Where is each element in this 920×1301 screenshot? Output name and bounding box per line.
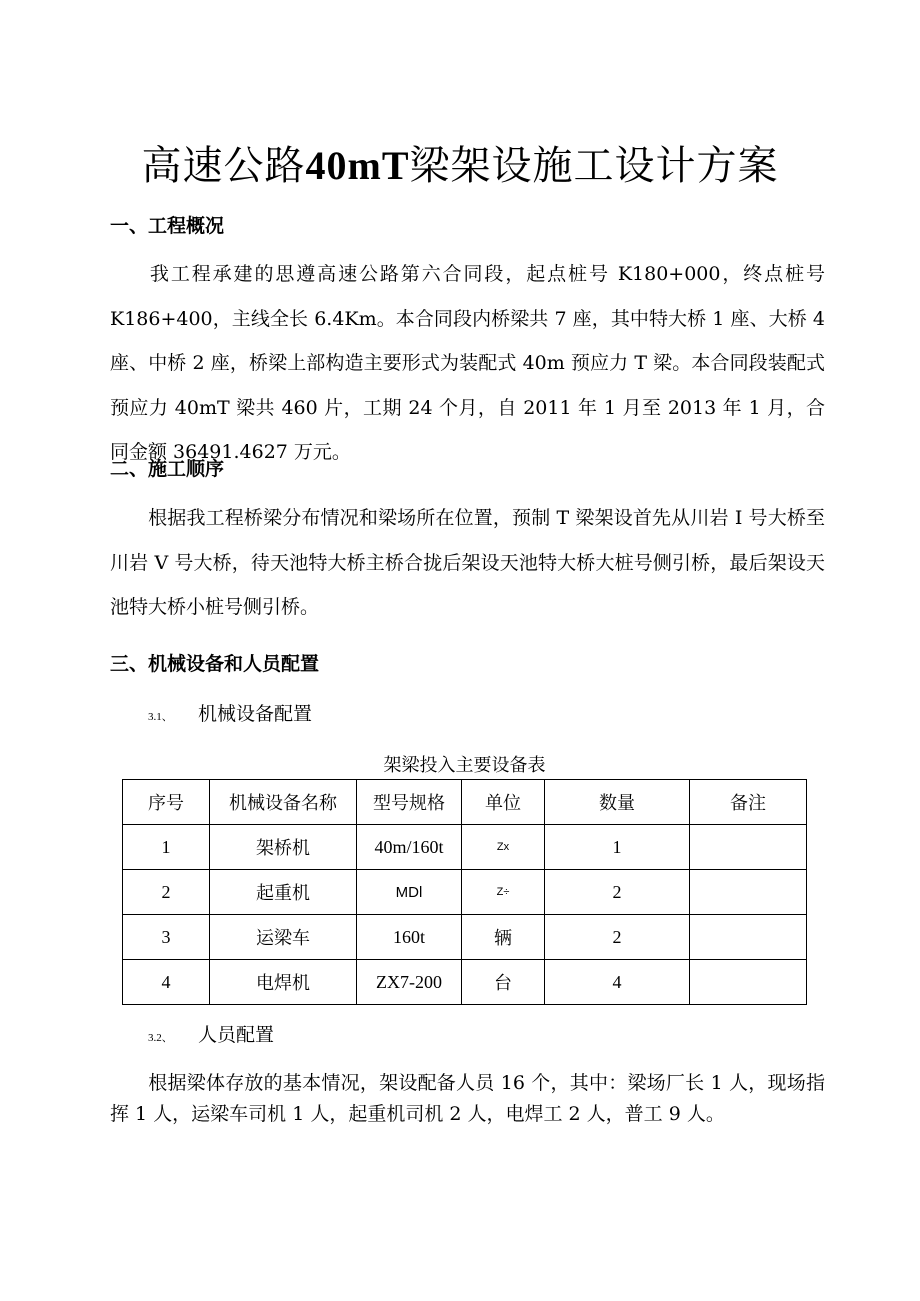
- subsection-3-2-title: 人员配置: [198, 1024, 275, 1046]
- section2-paragraph: [110, 496, 825, 630]
- table-cell: 4: [123, 960, 210, 1005]
- table-row: [123, 825, 807, 870]
- table-row: [123, 960, 807, 1005]
- section3-heading: 三、机械设备和人员配置: [110, 653, 320, 675]
- table-cell: 电焊机: [210, 960, 357, 1005]
- table-cell: 160t: [357, 915, 462, 960]
- table-cell: 3: [123, 915, 210, 960]
- table-cell: [690, 960, 807, 1005]
- document-title: [0, 138, 920, 194]
- table-row: [123, 915, 807, 960]
- header-cell: 数量: [545, 780, 690, 825]
- section1-heading: 一、工程概况: [110, 215, 225, 237]
- section3-text: 根据梁体存放的基本情况，架设配备人员 16 个，其中：梁场厂长 1 人，现场指挥 1 人，运梁车司机 1 人，起重机司机 2 人，电焊工 2 人，普工 9 人。: [110, 1072, 825, 1125]
- section1-text: 我工程承建的思遵高速公路第六合同段，起点桩号 K180+000，终点桩号 K186+400，主线全长 6.4Km。本合同段内桥梁共 7 座，其中特大桥 1 座、大桥 4 座、中桥 2 座，桥梁上部构造主要形式为装配式 40m 预应力 T 梁。本合同段装配式预应力 40mT 梁共 460 片，工期 24 个月，自 2011 年 1 月至 2013 年 1 月，合同金额 36491.4627 万元。: [110, 263, 825, 463]
- table-cell: 台: [462, 960, 545, 1005]
- table-header-row: [123, 780, 807, 825]
- table-cell: 1: [123, 825, 210, 870]
- table-cell: [690, 915, 807, 960]
- title-number: 40mT: [305, 143, 410, 188]
- header-cell: 机械设备名称: [210, 780, 357, 825]
- subsection-3-1-title: 机械设备配置: [198, 703, 313, 725]
- subsection-3-1-number: 3.1、: [148, 711, 173, 723]
- title-prefix: 高速公路: [141, 143, 306, 189]
- table-cell: [690, 870, 807, 915]
- header-cell: 型号规格: [357, 780, 462, 825]
- table-cell: 架桥机: [210, 825, 357, 870]
- subsection-3-2-number: 3.2、: [148, 1032, 173, 1044]
- table-cell: 1: [545, 825, 690, 870]
- table-cell: 2: [545, 915, 690, 960]
- equipment-table: [122, 779, 807, 1005]
- table-cell: Zx: [462, 825, 545, 870]
- section2-heading: 二、施工顺序: [110, 458, 225, 480]
- table-cell: 2: [545, 870, 690, 915]
- section2-text: 根据我工程桥梁分布情况和梁场所在位置，预制 T 梁架设首先从川岩 I 号大桥至川岩 V 号大桥，待天池特大桥主桥合拢后架设天池特大桥大桩号侧引桥，最后架设天池特大桥小桩号侧引桥。: [110, 507, 825, 618]
- section1-paragraph: [110, 252, 825, 475]
- table-row: [123, 870, 807, 915]
- table-cell: MDl: [357, 870, 462, 915]
- header-cell: 备注: [690, 780, 807, 825]
- header-cell: 单位: [462, 780, 545, 825]
- table-cell: 4: [545, 960, 690, 1005]
- subsection-3-2: [148, 1021, 274, 1052]
- table-caption: 架梁投入主要设备表: [383, 755, 546, 776]
- table-cell: 40m/160t: [357, 825, 462, 870]
- table-cell: 2: [123, 870, 210, 915]
- table-cell: 运梁车: [210, 915, 357, 960]
- title-suffix: 梁架设施工设计方案: [409, 143, 779, 189]
- header-cell: 序号: [123, 780, 210, 825]
- table-cell: 起重机: [210, 870, 357, 915]
- table-cell: Z÷: [462, 870, 545, 915]
- section3-paragraph: [110, 1068, 825, 1130]
- table-cell: [690, 825, 807, 870]
- table-cell: 辆: [462, 915, 545, 960]
- table-cell: ZX7-200: [357, 960, 462, 1005]
- subsection-3-1: [148, 700, 312, 731]
